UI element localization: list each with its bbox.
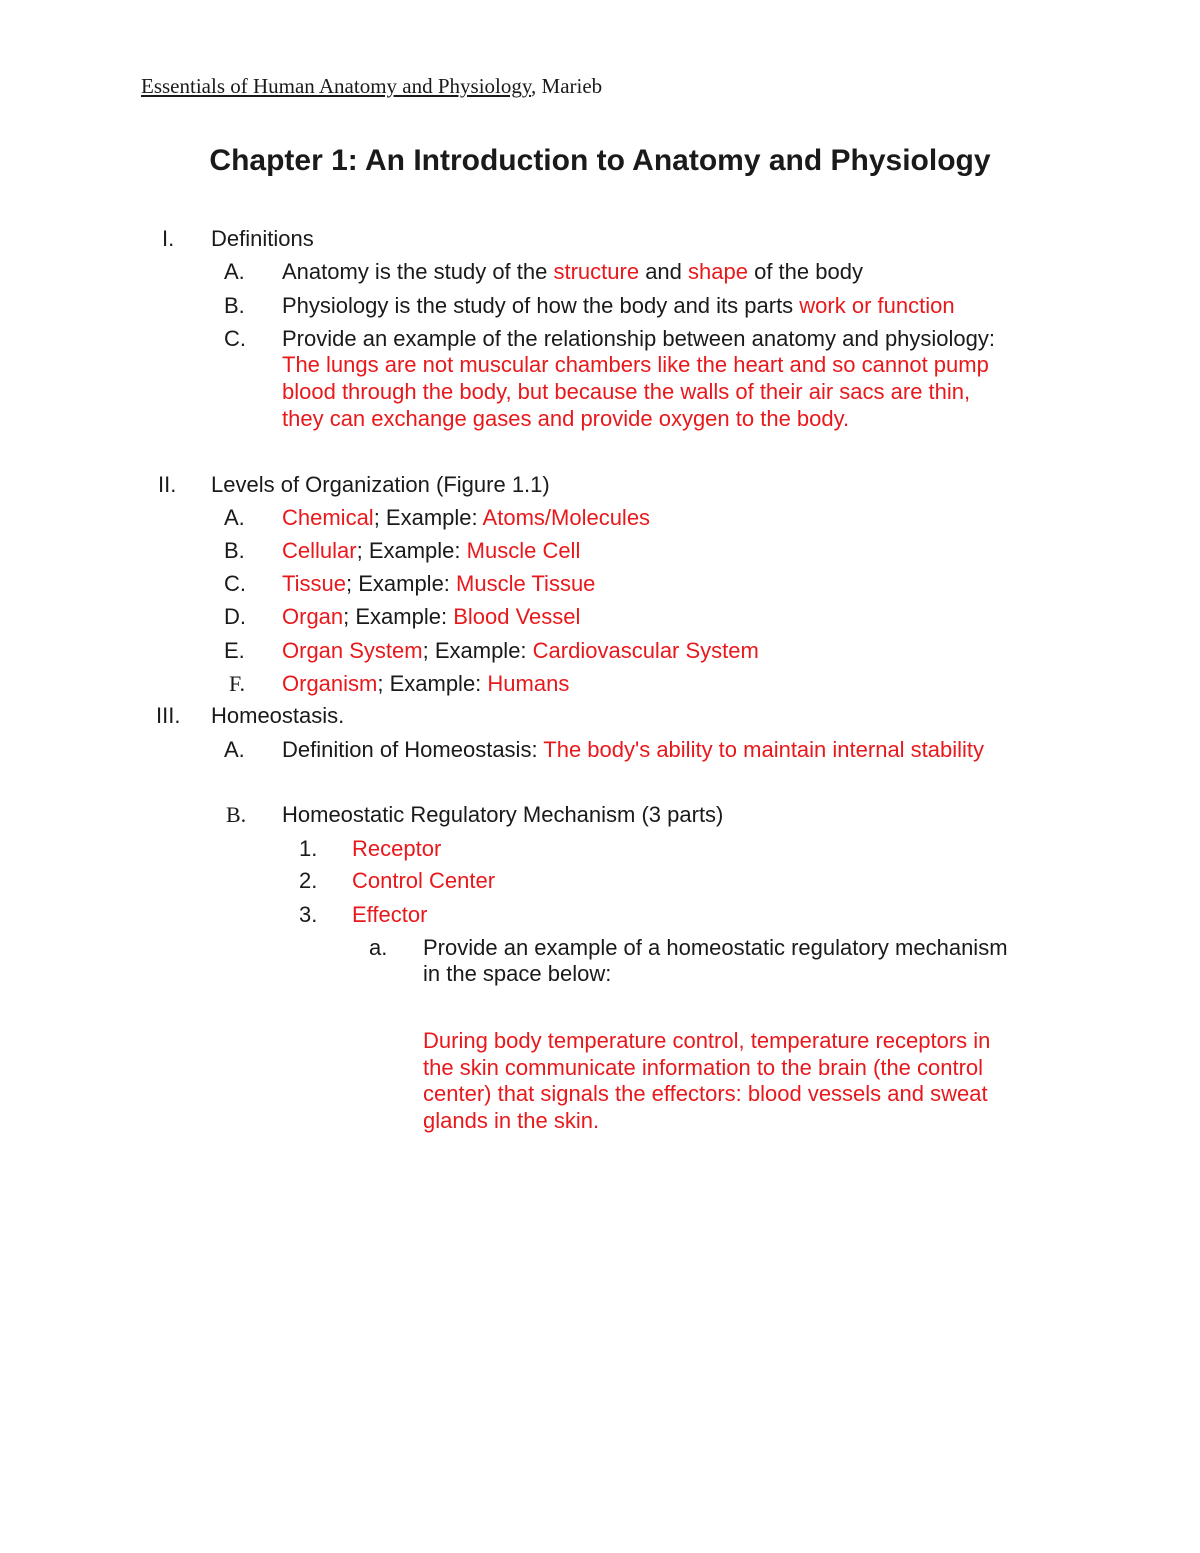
level-example: Muscle Tissue [456, 571, 596, 596]
item-label: B. [224, 538, 245, 563]
part-label: 2. [299, 868, 318, 893]
level-item [282, 604, 580, 630]
answer-line: glands in the skin. [423, 1108, 600, 1133]
level-example: Humans [487, 671, 570, 696]
definition-anatomy [282, 259, 863, 285]
item-label: B. [224, 293, 245, 318]
answer: The body's ability to maintain internal stability [543, 737, 985, 762]
part-answer: Effector [352, 902, 428, 927]
level-example: Muscle Cell [466, 538, 581, 563]
answer: shape [688, 259, 748, 284]
definition-physiology [282, 293, 955, 319]
running-header [141, 74, 602, 99]
text: Anatomy is the study of the [282, 259, 554, 284]
level-item [282, 505, 650, 531]
level-example: Atoms/Molecules [482, 505, 651, 530]
text: ; Example: [345, 571, 457, 596]
section-heading: Homeostasis. [211, 703, 345, 728]
level-item [282, 671, 569, 697]
part-answer: Control Center [352, 868, 496, 893]
item-label: E. [224, 638, 245, 663]
text: ; Example: [373, 505, 483, 530]
level-item [282, 571, 595, 597]
item-label: C. [224, 326, 246, 351]
text: and [639, 259, 689, 284]
answer-line: the skin communicate information to the brain (the control [423, 1055, 984, 1080]
question-prompt: in the space below: [423, 961, 612, 986]
text: of the body [747, 259, 863, 284]
section-numeral: III. [156, 703, 181, 728]
section-numeral: I. [162, 226, 175, 251]
item-label: A. [224, 259, 245, 284]
section-heading: Levels of Organization (Figure 1.1) [211, 472, 550, 497]
text: ; Example: [422, 638, 533, 663]
item-label: D. [224, 604, 246, 629]
subsection-heading: Homeostatic Regulatory Mechanism (3 parts) [282, 802, 724, 827]
level-example: Cardiovascular System [532, 638, 759, 663]
text: Definition of Homeostasis: [282, 737, 544, 762]
item-label: F. [229, 671, 245, 696]
text: Physiology is the study of how the body and its parts [282, 293, 800, 318]
sub-item-label: a. [369, 935, 388, 960]
answer-line: they can exchange gases and provide oxygen to the body. [282, 406, 850, 431]
part-answer: Receptor [352, 836, 442, 861]
part-label: 3. [299, 902, 318, 927]
answer-line: blood through the body, but because the walls of their air sacs are thin, [282, 379, 971, 404]
question-prompt: Provide an example of a homeostatic regulatory mechanism [423, 935, 1008, 960]
section-heading: Definitions [211, 226, 314, 251]
answer-line: During body temperature control, temperature receptors in [423, 1028, 991, 1053]
book-title: Essentials of Human Anatomy and Physiology [141, 74, 532, 98]
level-name: Chemical [282, 505, 374, 530]
level-item [282, 538, 580, 564]
level-name: Organ System [282, 638, 423, 663]
definition-homeostasis [282, 737, 984, 763]
section-numeral: II. [158, 472, 177, 497]
author: , Marieb [531, 74, 603, 98]
part-label: 1. [299, 836, 318, 861]
item-label: B. [226, 802, 247, 827]
item-label: C. [224, 571, 246, 596]
text: ; Example: [356, 538, 467, 563]
level-name: Organism [282, 671, 378, 696]
chapter-title: Chapter 1: An Introduction to Anatomy and Physiology [209, 144, 991, 177]
text: ; Example: [377, 671, 488, 696]
level-name: Cellular [282, 538, 357, 563]
text: ; Example: [343, 604, 454, 629]
level-item [282, 638, 759, 664]
answer-line: center) that signals the effectors: blood vessels and sweat [423, 1081, 988, 1106]
question-prompt: Provide an example of the relationship between anatomy and physiology: [282, 326, 996, 351]
level-example: Blood Vessel [453, 604, 581, 629]
answer: work or function [799, 293, 955, 318]
level-name: Organ [282, 604, 344, 629]
answer: structure [553, 259, 640, 284]
level-name: Tissue [282, 571, 346, 596]
answer-line: The lungs are not muscular chambers like the heart and so cannot pump [282, 352, 989, 377]
item-label: A. [224, 737, 245, 762]
item-label: A. [224, 505, 245, 530]
